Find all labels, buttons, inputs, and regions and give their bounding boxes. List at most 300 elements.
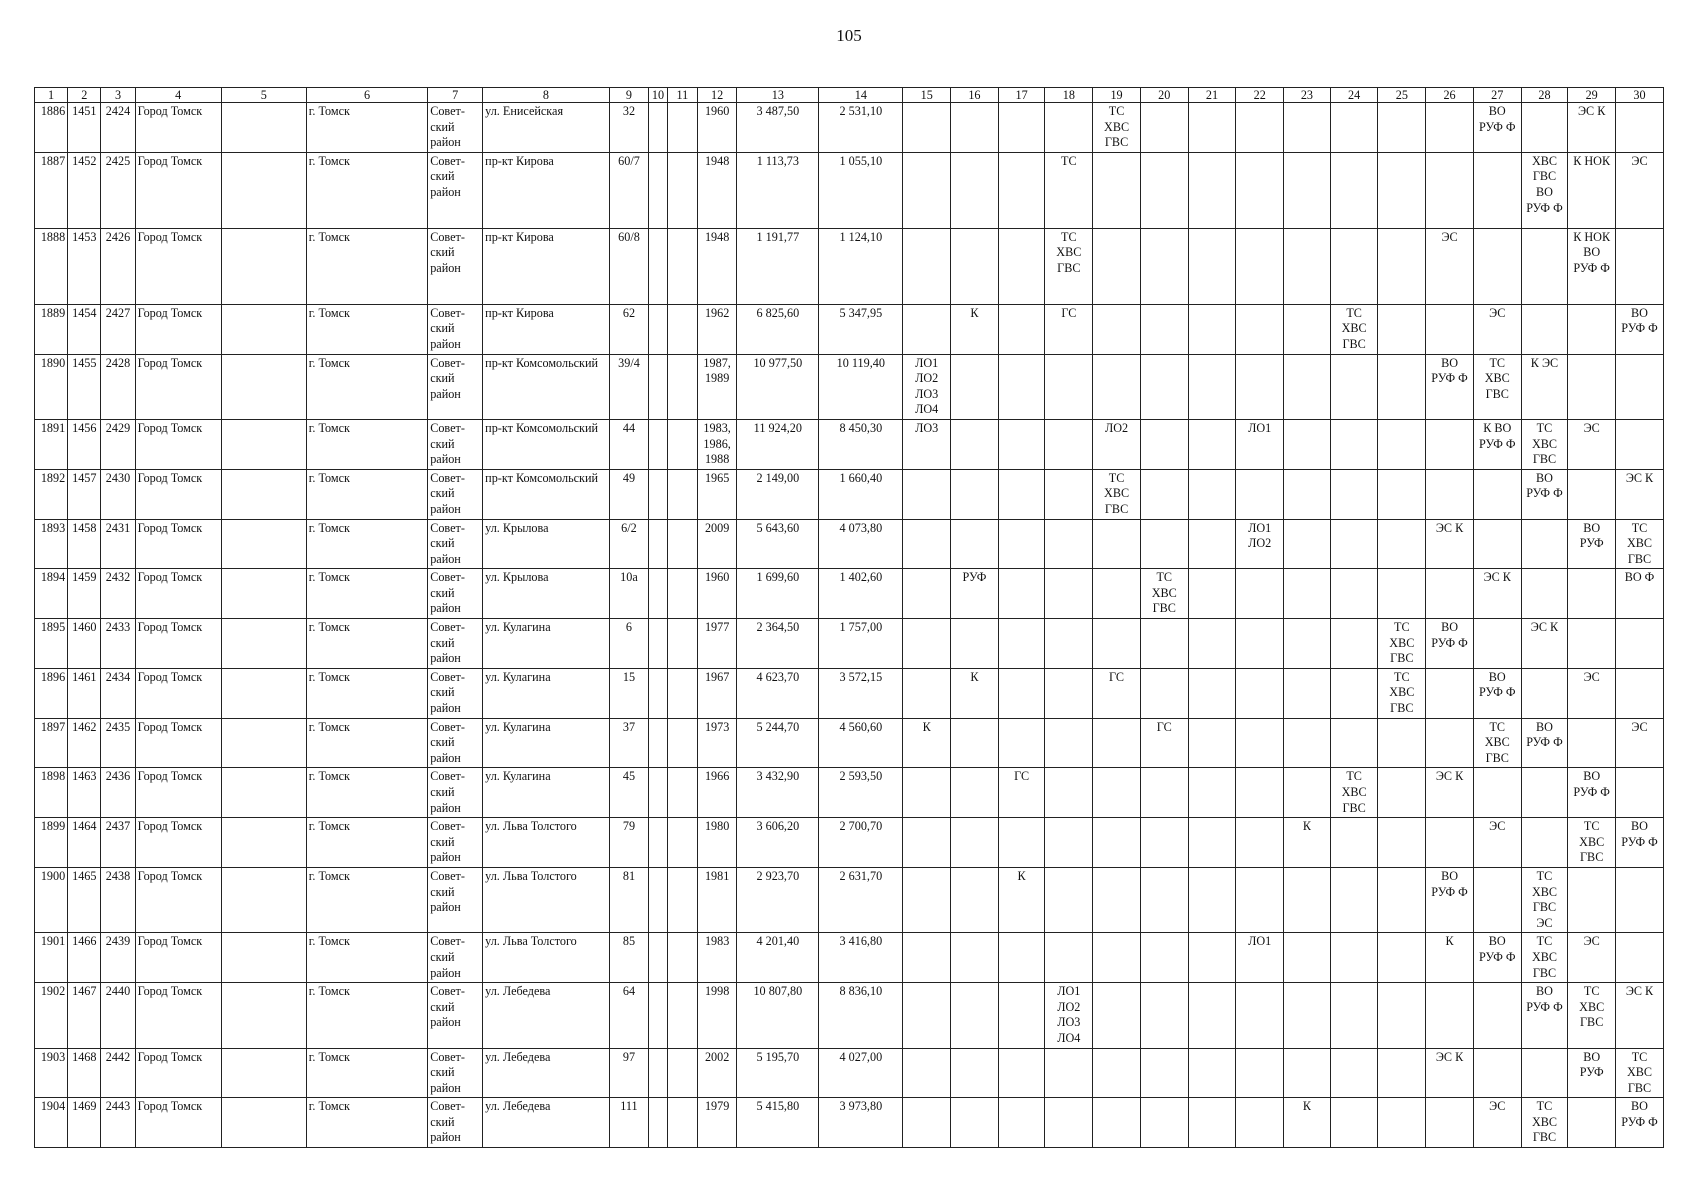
table-cell: 2002 [697, 1048, 736, 1098]
table-cell: ВО РУФ Ф [1616, 1098, 1664, 1148]
table-cell: Совет- ский район [428, 619, 483, 669]
table-cell: 1 699,60 [737, 569, 819, 619]
table-cell: г. Томск [306, 304, 427, 354]
table-cell [649, 718, 668, 768]
table-cell [1188, 103, 1236, 153]
table-cell: 3 432,90 [737, 768, 819, 818]
table-cell: 64 [609, 983, 648, 1048]
table-cell [1045, 469, 1093, 519]
table-cell: 4 623,70 [737, 668, 819, 718]
table-cell [221, 867, 306, 932]
table-cell [1330, 519, 1378, 569]
table-cell: 2434 [101, 668, 135, 718]
table-cell: 45 [609, 768, 648, 818]
table-cell: ВО РУФ Ф [1473, 933, 1521, 983]
table-cell [1284, 354, 1331, 419]
table-cell [1330, 818, 1378, 868]
table-cell: 11 924,20 [737, 419, 819, 469]
table-cell [667, 519, 697, 569]
table-cell: ВО РУФ Ф [1473, 103, 1521, 153]
table-cell [1236, 354, 1284, 419]
table-row [35, 228, 1664, 304]
table-cell: 81 [609, 867, 648, 932]
table-cell: ХВС ГВС ВО РУФ Ф [1521, 152, 1568, 228]
table-cell [1140, 228, 1188, 304]
table-cell [1284, 569, 1331, 619]
table-cell: ЛО2 [1093, 419, 1141, 469]
table-cell [1378, 1098, 1426, 1148]
table-cell: ГС [1093, 668, 1141, 718]
table-cell: ВО Ф [1616, 569, 1664, 619]
table-cell [1045, 519, 1093, 569]
table-cell: 2425 [101, 152, 135, 228]
table-cell [998, 354, 1045, 419]
table-cell [667, 569, 697, 619]
table-cell: К ЭС [1521, 354, 1568, 419]
table-cell: 1901 [35, 933, 68, 983]
column-number: 21 [1188, 88, 1236, 103]
table-cell [951, 152, 999, 228]
table-cell: 1888 [35, 228, 68, 304]
table-cell [1236, 1048, 1284, 1098]
column-number: 14 [819, 88, 903, 103]
table-cell [903, 519, 951, 569]
table-cell [1330, 867, 1378, 932]
table-cell [649, 304, 668, 354]
table-cell [1378, 768, 1426, 818]
table-cell [1236, 718, 1284, 768]
table-cell [1140, 768, 1188, 818]
table-cell [1093, 1048, 1141, 1098]
table-cell [1378, 519, 1426, 569]
table-row [35, 469, 1664, 519]
table-cell [667, 668, 697, 718]
table-cell: ул. Кулагина [483, 619, 610, 669]
table-cell: 1466 [68, 933, 101, 983]
table-cell [1140, 983, 1188, 1048]
table-cell: 1981 [697, 867, 736, 932]
table-cell [998, 152, 1045, 228]
table-cell: Город Томск [135, 619, 221, 669]
table-cell [1284, 867, 1331, 932]
table-row [35, 304, 1664, 354]
table-cell: 5 244,70 [737, 718, 819, 768]
table-cell [1473, 469, 1521, 519]
table-cell: 1897 [35, 718, 68, 768]
column-number: 11 [667, 88, 697, 103]
table-cell [1140, 304, 1188, 354]
table-cell: 1453 [68, 228, 101, 304]
table-cell [1236, 152, 1284, 228]
table-cell: г. Томск [306, 818, 427, 868]
table-cell [1616, 768, 1664, 818]
table-cell: 2437 [101, 818, 135, 868]
table-cell [1284, 718, 1331, 768]
table-cell: 4 560,60 [819, 718, 903, 768]
table-cell: ЭС [1473, 818, 1521, 868]
table-cell: ТС ХВС ГВС [1045, 228, 1093, 304]
table-cell: 60/8 [609, 228, 648, 304]
table-cell [1045, 419, 1093, 469]
table-cell [951, 1048, 999, 1098]
table-cell [951, 103, 999, 153]
table-cell [1284, 668, 1331, 718]
table-cell: ТС ХВС ГВС [1140, 569, 1188, 619]
table-cell: 5 195,70 [737, 1048, 819, 1098]
table-cell: 2009 [697, 519, 736, 569]
table-cell [1284, 228, 1331, 304]
table-cell: ТС ХВС ГВС [1521, 419, 1568, 469]
table-cell [1284, 933, 1331, 983]
table-cell [221, 228, 306, 304]
table-cell [1521, 304, 1568, 354]
table-cell [1473, 983, 1521, 1048]
table-cell: ЭС К [1521, 619, 1568, 669]
table-cell: К [1426, 933, 1474, 983]
table-cell [1188, 1098, 1236, 1148]
table-cell: ЭС К [1473, 569, 1521, 619]
table-cell [667, 304, 697, 354]
table-cell [221, 152, 306, 228]
table-cell: Совет- ский район [428, 569, 483, 619]
table-cell [998, 619, 1045, 669]
table-cell: 1467 [68, 983, 101, 1048]
table-cell: г. Томск [306, 419, 427, 469]
table-cell [221, 1048, 306, 1098]
column-number: 16 [951, 88, 999, 103]
table-row [35, 1048, 1664, 1098]
table-cell [903, 818, 951, 868]
table-cell: ЭС К [1616, 469, 1664, 519]
table-cell: 1461 [68, 668, 101, 718]
table-cell [1236, 228, 1284, 304]
table-cell: пр-кт Кирова [483, 228, 610, 304]
table-cell [1330, 228, 1378, 304]
table-cell: Совет- ский район [428, 103, 483, 153]
table-cell: Совет- ский район [428, 519, 483, 569]
table-cell [1188, 867, 1236, 932]
table-row [35, 419, 1664, 469]
table-cell: 1977 [697, 619, 736, 669]
table-cell [1426, 304, 1474, 354]
table-cell: г. Томск [306, 354, 427, 419]
table-cell [1330, 103, 1378, 153]
table-cell: ЭС [1473, 304, 1521, 354]
table-cell [903, 569, 951, 619]
table-cell [1616, 933, 1664, 983]
table-cell: 1960 [697, 103, 736, 153]
table-cell: Город Томск [135, 1048, 221, 1098]
table-cell: г. Томск [306, 1098, 427, 1148]
table-cell: 2428 [101, 354, 135, 419]
table-cell: 1904 [35, 1098, 68, 1148]
table-cell: ул. Льва Толстого [483, 818, 610, 868]
table-cell: 4 027,00 [819, 1048, 903, 1098]
table-cell [1521, 519, 1568, 569]
table-cell [1188, 228, 1236, 304]
table-cell: ЭС К [1426, 519, 1474, 569]
table-cell [221, 419, 306, 469]
column-number: 17 [998, 88, 1045, 103]
table-cell [1236, 668, 1284, 718]
table-cell: ЭС [1568, 668, 1616, 718]
table-cell: ул. Льва Толстого [483, 867, 610, 932]
table-cell: ГС [998, 768, 1045, 818]
table-cell: 2 631,70 [819, 867, 903, 932]
table-cell [1188, 469, 1236, 519]
table-cell [1140, 152, 1188, 228]
table-cell [1426, 152, 1474, 228]
table-cell [1330, 619, 1378, 669]
table-cell [1568, 469, 1616, 519]
table-cell: Город Томск [135, 419, 221, 469]
table-cell: 1 191,77 [737, 228, 819, 304]
column-number: 9 [609, 88, 648, 103]
table-cell [951, 867, 999, 932]
table-cell [1236, 103, 1284, 153]
table-cell [1616, 867, 1664, 932]
table-cell [667, 619, 697, 669]
table-cell: 2438 [101, 867, 135, 932]
table-cell [1140, 818, 1188, 868]
table-cell [1236, 469, 1284, 519]
table-cell [1284, 983, 1331, 1048]
table-cell: 1468 [68, 1048, 101, 1098]
table-cell: пр-кт Комсомольский [483, 354, 610, 419]
table-cell [998, 419, 1045, 469]
table-cell: ВО РУФ Ф [1473, 668, 1521, 718]
table-cell: ул. Лебедева [483, 1048, 610, 1098]
table-cell [903, 469, 951, 519]
table-cell [1093, 867, 1141, 932]
table-cell [951, 419, 999, 469]
table-cell [649, 569, 668, 619]
table-cell: ТС [1045, 152, 1093, 228]
table-cell: ул. Кулагина [483, 668, 610, 718]
table-cell [1140, 519, 1188, 569]
column-number: 19 [1093, 88, 1141, 103]
table-cell: ВО РУФ Ф [1521, 983, 1568, 1048]
table-cell: пр-кт Кирова [483, 304, 610, 354]
table-cell [221, 983, 306, 1048]
table-cell [1093, 519, 1141, 569]
table-row [35, 718, 1664, 768]
table-cell [1188, 619, 1236, 669]
table-cell [903, 1048, 951, 1098]
table-cell: Совет- ский район [428, 668, 483, 718]
table-cell: ГС [1140, 718, 1188, 768]
table-cell [1284, 519, 1331, 569]
table-cell [1330, 569, 1378, 619]
table-row [35, 867, 1664, 932]
table-cell [1045, 354, 1093, 419]
table-cell [903, 619, 951, 669]
table-cell [1426, 818, 1474, 868]
table-cell: ЭС К [1616, 983, 1664, 1048]
table-cell [1188, 768, 1236, 818]
table-cell: 1893 [35, 519, 68, 569]
column-number: 20 [1140, 88, 1188, 103]
table-cell: г. Томск [306, 1048, 427, 1098]
table-cell: 5 347,95 [819, 304, 903, 354]
table-cell [1093, 933, 1141, 983]
table-cell [1330, 983, 1378, 1048]
table-cell [1616, 419, 1664, 469]
table-cell [1426, 1098, 1474, 1148]
table-cell [1093, 1098, 1141, 1148]
table-cell: г. Томск [306, 668, 427, 718]
table-cell: 6/2 [609, 519, 648, 569]
table-cell [1473, 619, 1521, 669]
table-cell [1378, 818, 1426, 868]
table-cell: пр-кт Кирова [483, 152, 610, 228]
table-cell [1426, 569, 1474, 619]
table-cell: 1960 [697, 569, 736, 619]
table-cell [998, 1048, 1045, 1098]
table-cell [649, 933, 668, 983]
table-cell [1568, 1098, 1616, 1148]
table-cell: 1889 [35, 304, 68, 354]
column-number: 30 [1616, 88, 1664, 103]
table-cell: 1987, 1989 [697, 354, 736, 419]
table-cell: 1900 [35, 867, 68, 932]
table-cell: ЭС [1473, 1098, 1521, 1148]
table-cell: г. Томск [306, 933, 427, 983]
table-cell: Город Томск [135, 718, 221, 768]
table-cell: К [951, 304, 999, 354]
table-cell: ЭС [1616, 718, 1664, 768]
table-cell [1378, 152, 1426, 228]
table-cell [1045, 1048, 1093, 1098]
table-cell: 2430 [101, 469, 135, 519]
table-cell [649, 983, 668, 1048]
table-cell: 1 055,10 [819, 152, 903, 228]
table-cell [951, 228, 999, 304]
table-cell [649, 419, 668, 469]
table-cell: 1459 [68, 569, 101, 619]
table-cell [903, 983, 951, 1048]
table-cell: ТС ХВС ГВС [1616, 1048, 1664, 1098]
table-row [35, 569, 1664, 619]
table-cell [1093, 768, 1141, 818]
table-cell: 4 201,40 [737, 933, 819, 983]
table-cell: 62 [609, 304, 648, 354]
table-cell: ТС ХВС ГВС [1568, 983, 1616, 1048]
table-cell: ЛО1 [1236, 419, 1284, 469]
register-table [34, 87, 1664, 1148]
table-cell: 1469 [68, 1098, 101, 1148]
table-cell: 1465 [68, 867, 101, 932]
table-cell [221, 304, 306, 354]
table-cell: 1948 [697, 228, 736, 304]
table-cell: 1983, 1986, 1988 [697, 419, 736, 469]
column-number: 1 [35, 88, 68, 103]
column-number: 24 [1330, 88, 1378, 103]
table-cell [1473, 867, 1521, 932]
table-cell: ВО РУФ Ф [1521, 469, 1568, 519]
table-cell: 2429 [101, 419, 135, 469]
table-cell [1378, 228, 1426, 304]
table-cell [1188, 718, 1236, 768]
table-cell [649, 768, 668, 818]
table-cell: ЭС [1568, 419, 1616, 469]
table-cell [951, 354, 999, 419]
table-row [35, 818, 1664, 868]
table-cell [951, 933, 999, 983]
table-cell: пр-кт Комсомольский [483, 419, 610, 469]
table-cell: 5 643,60 [737, 519, 819, 569]
table-cell: 39/4 [609, 354, 648, 419]
table-cell [998, 469, 1045, 519]
table-cell: 1967 [697, 668, 736, 718]
table-cell [1236, 304, 1284, 354]
table-cell [1093, 983, 1141, 1048]
table-cell [221, 469, 306, 519]
table-cell: ЭС [1616, 152, 1664, 228]
table-cell: Совет- ский район [428, 354, 483, 419]
table-cell: 1962 [697, 304, 736, 354]
table-cell [998, 933, 1045, 983]
table-cell: 6 825,60 [737, 304, 819, 354]
table-cell [649, 152, 668, 228]
table-cell [1473, 768, 1521, 818]
column-number: 3 [101, 88, 135, 103]
table-cell [1045, 619, 1093, 669]
table-cell [1093, 152, 1141, 228]
table-cell: 2426 [101, 228, 135, 304]
table-cell: 3 606,20 [737, 818, 819, 868]
table-cell [667, 818, 697, 868]
table-cell [221, 668, 306, 718]
table-cell [951, 768, 999, 818]
table-cell [951, 1098, 999, 1148]
table-cell [903, 933, 951, 983]
table-cell: 1886 [35, 103, 68, 153]
table-cell [1188, 1048, 1236, 1098]
table-cell: г. Томск [306, 768, 427, 818]
column-number: 7 [428, 88, 483, 103]
table-cell [649, 354, 668, 419]
table-cell [1330, 419, 1378, 469]
table-cell: 1 660,40 [819, 469, 903, 519]
table-cell [1378, 419, 1426, 469]
table-cell [1140, 1048, 1188, 1098]
table-cell: 15 [609, 668, 648, 718]
table-cell: ВО РУФ [1568, 1048, 1616, 1098]
table-cell [1045, 103, 1093, 153]
table-cell: 1965 [697, 469, 736, 519]
table-cell [1188, 569, 1236, 619]
table-cell [667, 469, 697, 519]
table-cell [667, 1098, 697, 1148]
table-cell [1284, 768, 1331, 818]
table-cell [1330, 1098, 1378, 1148]
table-cell [1330, 668, 1378, 718]
table-cell: Город Томск [135, 983, 221, 1048]
table-cell [1378, 718, 1426, 768]
table-cell: Город Томск [135, 103, 221, 153]
table-cell: 8 450,30 [819, 419, 903, 469]
table-cell: 2 700,70 [819, 818, 903, 868]
table-cell [1140, 619, 1188, 669]
table-cell [1378, 354, 1426, 419]
table-cell [951, 818, 999, 868]
table-cell: ул. Енисейская [483, 103, 610, 153]
table-cell [951, 519, 999, 569]
table-cell: ул. Льва Толстого [483, 933, 610, 983]
table-cell: 10 977,50 [737, 354, 819, 419]
table-cell [1378, 103, 1426, 153]
